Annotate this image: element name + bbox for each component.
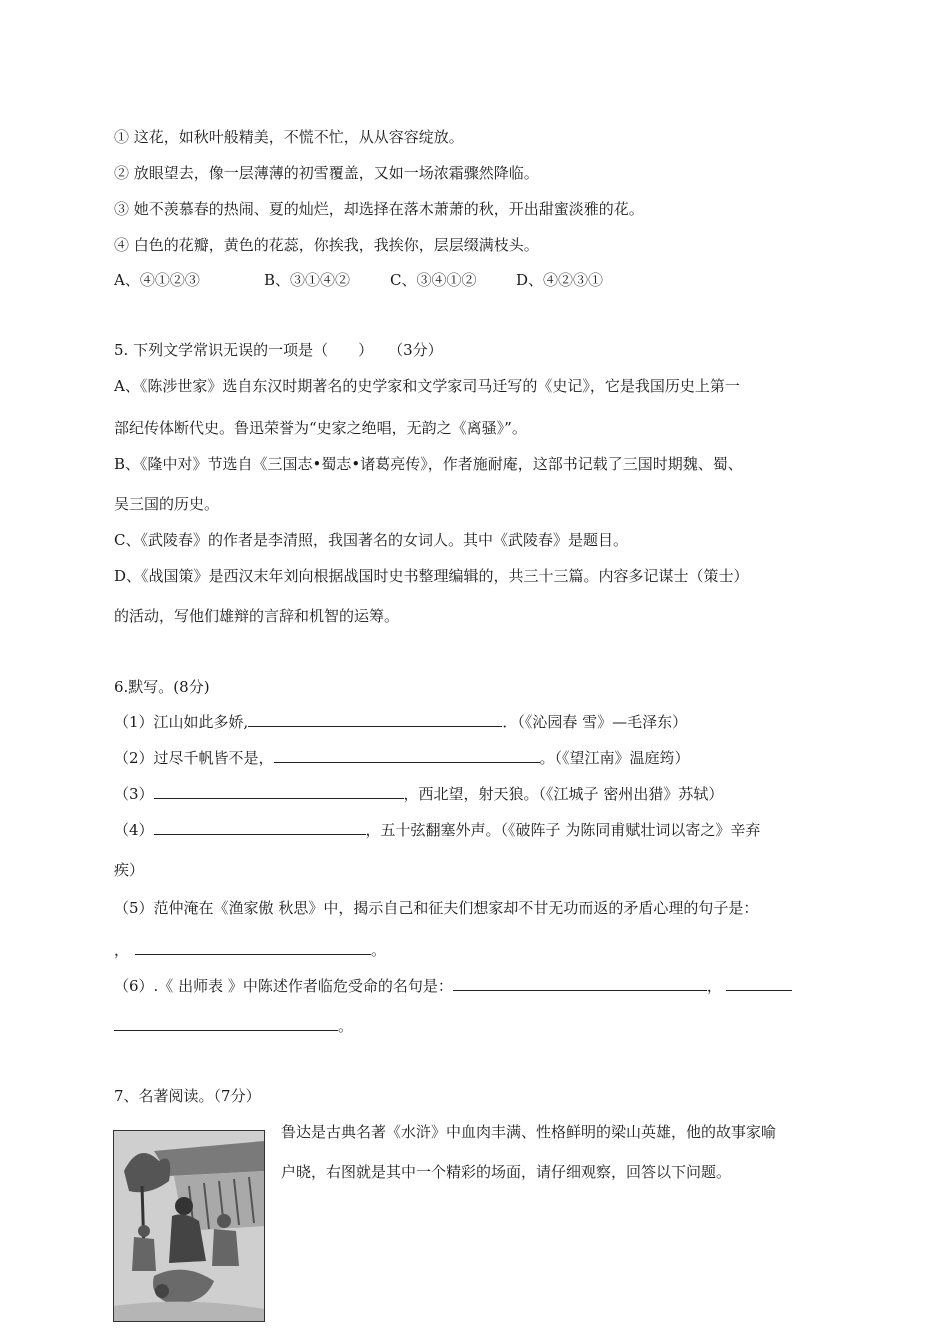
q4-sentence-1: ① 这花，如秋叶般精美，不慌不忙，从从容容绽放。 — [114, 128, 464, 146]
q6-item-2-blank[interactable] — [274, 748, 540, 763]
q6-item-5-prefix: ， — [114, 941, 130, 959]
q6-item-1 — [114, 712, 687, 732]
q5-title: 5. 下列文学常识无误的一项是（ ） （3分） — [114, 341, 443, 359]
q4-option-b: B、③①④② — [264, 271, 351, 289]
q6-item-1-prefix: （1）江山如此多娇, — [114, 713, 249, 731]
q6-item-6-blank-2b[interactable] — [114, 1016, 338, 1031]
q5-option-a-line2: 部纪传体断代史。鲁迅荣誉为“史家之绝唱，无韵之《离骚》”。 — [114, 419, 527, 437]
q6-title: 6.默写。(8分) — [114, 678, 210, 696]
q7-paragraph-line1: 鲁达是古典名著《水浒》中血肉丰满、性格鲜明的梁山英雄，他的故事家喻 — [281, 1123, 777, 1141]
q6-item-6-blank-2a[interactable] — [726, 976, 792, 991]
q4-option-d: D、④②③① — [516, 271, 604, 289]
q7-title: 7、名著阅读。（7分） — [114, 1087, 261, 1105]
q5-option-b-line2: 吴三国的历史。 — [114, 495, 220, 513]
q5-option-d-line1: D、《战国策》是西汉末年刘向根据战国时史书整理编辑的，共三十三篇。内容多记谋士（策士） — [114, 567, 749, 585]
q7-paragraph-line2: 户晓，右图就是其中一个精彩的场面，请仔细观察，回答以下问题。 — [281, 1163, 732, 1181]
q6-item-3-prefix: （3） — [114, 785, 154, 803]
q6-item-6 — [114, 976, 792, 996]
q6-item-5: （5）范仲淹在《渔家傲 秋思》中，揭示自己和征夫们想家却不甘无功而返的矛盾心理的句子是： — [114, 899, 759, 917]
q4-sentence-2: ② 放眼望去，像一层薄薄的初雪覆盖，又如一场浓霜骤然降临。 — [114, 164, 539, 182]
q6-item-4-prefix: （4） — [114, 821, 154, 839]
q6-item-6-blank-1[interactable] — [453, 976, 707, 991]
q6-item-1-suffix: ．（《沁园春 雪》—毛泽东） — [502, 713, 688, 731]
q4-sentence-4: ④ 白色的花瓣，黄色的花蕊，你挨我，我挨你，层层缀满枝头。 — [114, 236, 539, 254]
q4-sentence-3: ③ 她不羡慕春的热闹、夏的灿烂，却选择在落木萧萧的秋，开出甜蜜淡雅的花。 — [114, 200, 644, 218]
q5-option-a-line1: A、《陈涉世家》选自东汉时期著名的史学家和文学家司马迁写的《史记》，它是我国历史上第一 — [114, 377, 740, 395]
illustration-image — [113, 1130, 265, 1322]
q6-item-4-suffix: ，五十弦翻塞外声。（《破阵子 为陈同甫赋壮词以寄之》辛弃 — [365, 821, 761, 839]
q6-item-5-answer — [114, 940, 386, 960]
q6-item-6-prefix: （6）.《 出师表 》中陈述作者临危受命的名句是： — [114, 977, 453, 995]
q6-item-5-blank[interactable] — [135, 940, 371, 955]
q6-item-2 — [114, 748, 690, 768]
q6-item-4 — [114, 820, 760, 840]
q5-option-c: C、《武陵春》的作者是李清照，我国著名的女词人。其中《武陵春》是题目。 — [114, 531, 628, 549]
q6-item-6-continued — [114, 1016, 353, 1036]
q6-item-6-separator: ， — [706, 977, 722, 995]
q6-item-2-suffix: 。（《望江南》温庭筠） — [539, 749, 690, 767]
q6-item-4-continued: 疾） — [114, 861, 145, 879]
q4-option-a: A、④①②③ — [114, 271, 200, 289]
q6-item-3 — [114, 784, 723, 804]
q4-options — [114, 270, 603, 290]
q5-option-d-line2: 的活动，写他们雄辩的言辞和机智的运筹。 — [114, 607, 400, 625]
q6-item-4-blank[interactable] — [154, 820, 366, 835]
q6-item-1-blank[interactable] — [248, 712, 502, 727]
q6-item-5-suffix: 。 — [371, 941, 387, 959]
q4-option-c: C、③④①② — [390, 271, 477, 289]
q6-item-2-prefix: （2）过尽千帆皆不是， — [114, 749, 274, 767]
q6-item-3-suffix: ，西北望，射天狼。（《江城子 密州出猎》苏轼） — [403, 785, 724, 803]
q6-item-3-blank[interactable] — [154, 784, 404, 799]
q5-option-b-line1: B、《隆中对》节选自《三国志•蜀志•诸葛亮传》，作者施耐庵，这部书记载了三国时期魏、蜀、 — [114, 455, 743, 473]
q6-item-6-suffix: 。 — [338, 1017, 354, 1035]
